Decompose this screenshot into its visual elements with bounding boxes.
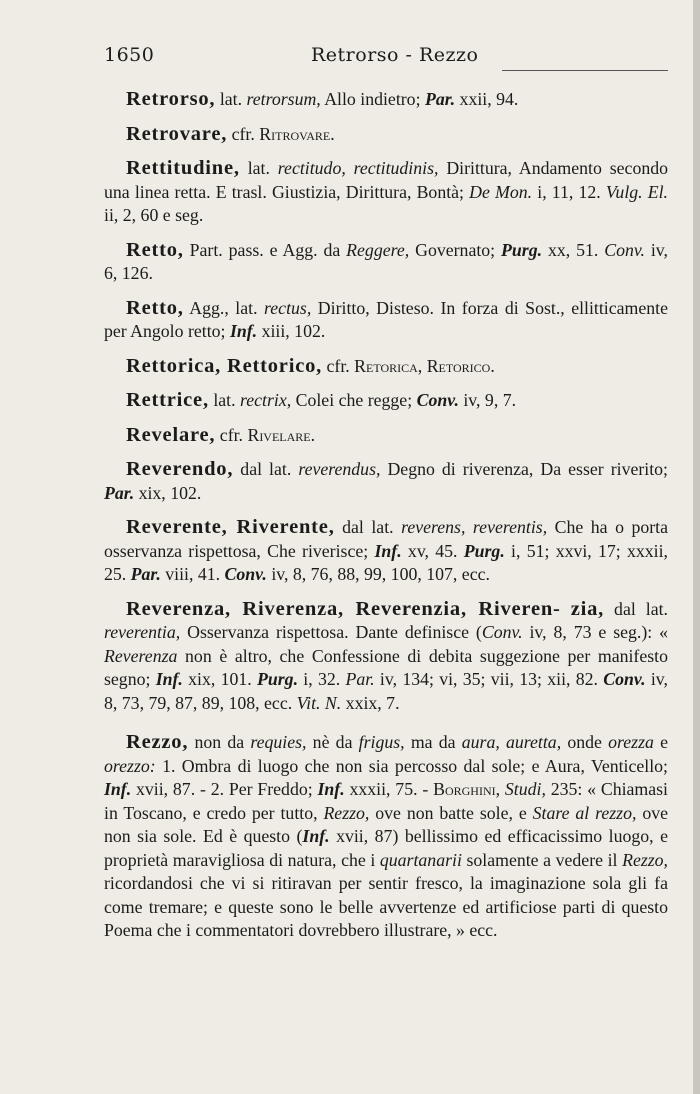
headword: Reverenza, Riverenza, Reverenzia, Riveren- <box>126 597 561 620</box>
work-reference: Conv. <box>224 564 267 584</box>
headword: Reverendo, <box>126 458 234 480</box>
headword: Retto, <box>126 296 184 319</box>
headword: Retrorso, <box>126 88 216 110</box>
work-reference: Purg. <box>257 669 299 689</box>
work-reference: Conv. <box>416 390 459 410</box>
running-header <box>104 44 668 74</box>
headword: Rettitudine, <box>126 157 240 179</box>
work-reference: Par. <box>424 89 456 109</box>
running-title: Retrorso - Rezzo <box>311 44 479 66</box>
entry-retto-agg: Retto, Agg., lat. rectus, Diritto, Disteso. In forza di Sost., ellitticamente per Angolo retto; Inf. xiii, 102. <box>104 296 668 341</box>
page-edge <box>693 0 700 1094</box>
work-reference: Purg. <box>501 239 543 260</box>
work-reference: De Mon. <box>469 181 533 202</box>
work-reference: Conv. <box>481 622 523 642</box>
headword: Rettorica, Rettorico, <box>126 354 323 377</box>
work-reference: Conv. <box>603 669 646 689</box>
work-reference: Par. <box>130 564 161 584</box>
entry-reverente: Reverente, Riverente, dal lat. reverens, reverentis, Che ha o porta osservanza rispettosa, Che riverisce; Inf. xv, 45. Purg. i, 51; xxvi, 17; xxxii, 25. Par. viii, 41. Conv. iv, 8, 76, 88, 99, 100, 107, ecc. <box>104 516 668 584</box>
entry-rettorica: Rettorica, Rettorico, cfr. Retorica, Retorico. <box>126 354 495 377</box>
dictionary-body <box>104 88 668 954</box>
work-reference: Vit. N. <box>296 692 342 713</box>
work-reference: Inf. <box>374 540 402 561</box>
entry-retto-part: Retto, Part. pass. e Agg. da Reggere, Governato; Purg. xx, 51. Conv. iv, 6, 126. <box>104 238 668 283</box>
entry-retrorso: Retrorso, lat. retrorsum, Allo indietro; Par. xxii, 94. <box>126 88 519 110</box>
work-reference: Inf. <box>104 779 132 799</box>
cross-reference: Rivelare. <box>247 424 316 445</box>
work-reference: Vulg. El. <box>605 181 668 202</box>
headword: Reverente, Riverente, <box>126 516 335 538</box>
page-number: 1650 <box>104 44 155 66</box>
entry-rettrice: Rettrice, lat. rectrix, Colei che regge; Conv. iv, 9, 7. <box>126 389 517 411</box>
headword: Retto, <box>126 238 184 261</box>
header-rule <box>502 70 668 71</box>
entry-retrovare: Retrovare, cfr. Ritrovare. <box>126 122 335 145</box>
work-reference: Inf. <box>317 779 345 799</box>
work-reference: Purg. <box>463 540 505 561</box>
headword: Rezzo, <box>126 731 189 753</box>
headword-continuation: zia, <box>570 597 605 620</box>
headword: Rettrice, <box>126 389 209 411</box>
work-reference: Inf. <box>302 826 330 846</box>
headword: Revelare, <box>126 423 216 446</box>
entry-reverendo: Reverendo, dal lat. reverendus, Degno di riverenza, Da esser riverito; Par. xix, 102. <box>104 458 668 503</box>
author-name: Borghini, <box>433 779 501 799</box>
work-reference: Par. <box>345 669 375 689</box>
work-reference: Inf. <box>229 321 258 341</box>
work-reference: Par. <box>104 482 135 503</box>
cross-reference: Retorica, Retorico. <box>354 355 495 376</box>
entry-rettitudine: Rettitudine, lat. rectitudo, rectitudinis, Dirittura, Andamento secondo una linea retta. E trasl. Giustizia, Dirittura, Bontà; De Mon. i, 11, 12. Vulg. El. ii, 2, 60 e seg. <box>104 157 669 225</box>
work-reference: Conv. <box>604 239 645 260</box>
entry-revelare: Revelare, cfr. Rivelare. <box>126 423 316 446</box>
work-reference: Inf. <box>155 669 183 689</box>
headword: Retrovare, <box>126 122 228 145</box>
entry-rezzo: Rezzo, non da requies, nè da frigus, ma da aura, auretta, onde orezza e orezzo: 1. Ombra di luogo che non sia percosso dal sole; e Aura, Venticello; Inf. xvii, 87. - 2. Per Freddo; Inf. xxxii, 75. - Borghini, Studi, 235: « Chiamasi in Toscano, e credo per tutto, Rezzo, ove non batte sole, e Stare al rezzo, ove non sia sole. Ed è questo (Inf. xvii, 87) bellissimo ed efficacissimo luogo, e proprietà maravigliosa di natura, che i quartanarii solamente a vedere il Rezzo, ricordandosi che vi si ritiravan per sentir fresco, la imaginazione sola gli fa come tremare; e queste sono le belle avvertenze ed artificiose parti di questo Poema che i commentatori dovrebbero illustrare, » ecc. <box>104 731 669 940</box>
entry-reverenza: Reverenza, Riverenza, Reverenzia, Riveren- zia, dal lat. reverentia, Osservanza rispettosa. Dante definisce (Conv. iv, 8, 73 e seg.): « Reverenza non è altro, che Confessione di debita suggezione per manifesto segno; Inf. xix, 101. Purg. i, 32. Par. iv, 134; vi, 35; vii, 13; xii, 82. Conv. iv, 8, 73, 79, 87, 89, 108, ecc. Vit. N. xxix, 7. <box>104 597 669 713</box>
cross-reference: Ritrovare. <box>259 123 335 144</box>
